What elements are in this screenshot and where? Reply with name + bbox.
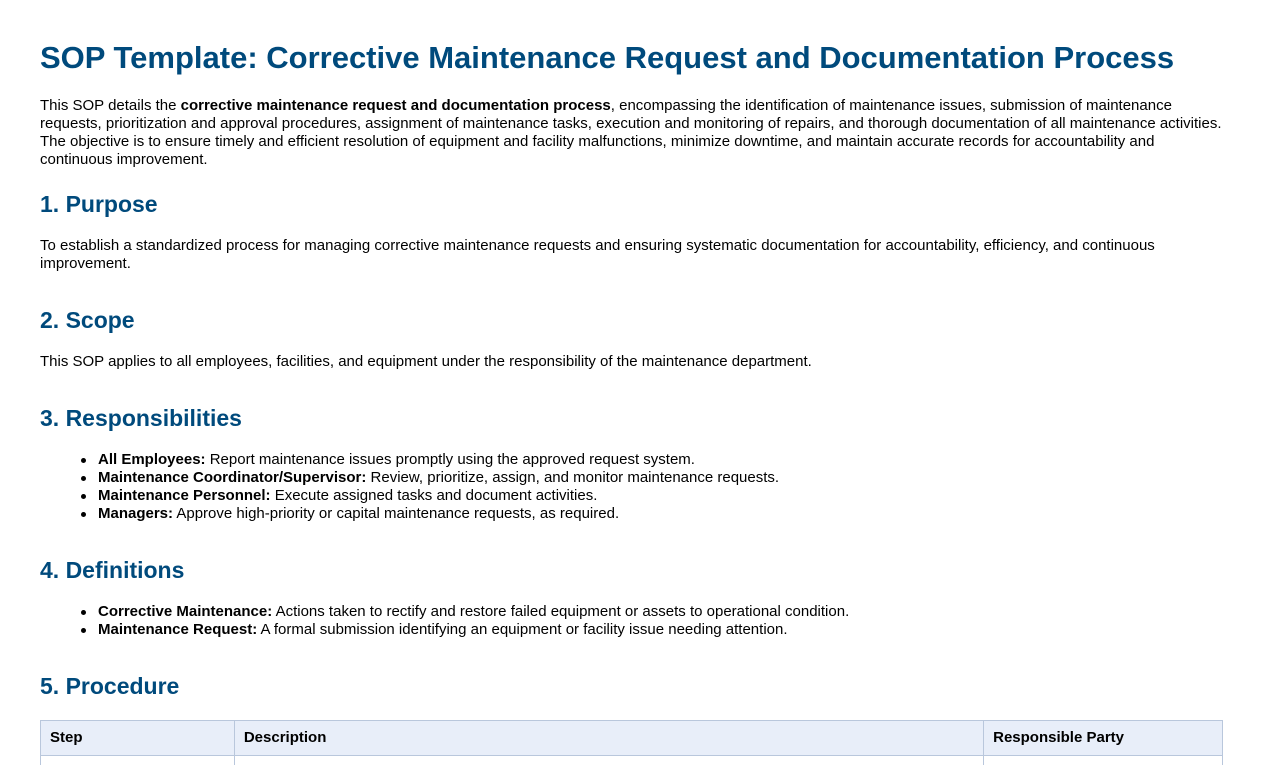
bullet-icon [81, 458, 86, 463]
list-item [98, 487, 779, 505]
list-item-text: A formal submission identifying an equipment or facility issue needing attention. [257, 621, 788, 638]
list-item-term: Maintenance Coordinator/Supervisor: [98, 469, 367, 486]
intro-suffix: , encompassing the identification of maintenance issues, submission of maintenance requests, prioritization and approval procedures, assignment of maintenance tasks, execution and monitoring of repairs, and thorough documentation of all maintenance activities. The objective is to ensure timely and efficient resolution of equipment and facility malfunctions, minimize downtime, and maintain accurate records for accountability and continuous improvement. [40, 97, 1222, 168]
table-cell [984, 756, 1223, 765]
column-header-responsible-party: Responsible Party [984, 721, 1223, 756]
procedure-table [40, 720, 1223, 765]
list-item-text: Actions taken to rectify and restore failed equipment or assets to operational condition. [272, 603, 850, 620]
procedure-heading: 5. Procedure [40, 673, 180, 699]
list-item-term: Corrective Maintenance: [98, 603, 273, 620]
list-item [98, 505, 779, 523]
bullet-icon [81, 494, 86, 499]
bullet-icon [81, 628, 86, 633]
scope-text: This SOP applies to all employees, facilities, and equipment under the responsibility of the maintenance department. [40, 353, 812, 370]
list-item-term: Managers: [98, 505, 174, 522]
list-item-term: All Employees: [98, 451, 206, 468]
scope-heading: 2. Scope [40, 307, 135, 333]
intro-prefix: This SOP details the [40, 97, 181, 114]
bullet-icon [81, 512, 86, 517]
table-cell [234, 756, 983, 765]
bullet-icon [81, 476, 86, 481]
bullet-icon [81, 610, 86, 615]
definitions-heading: 4. Definitions [40, 557, 185, 583]
list-item-text: Report maintenance issues promptly using the approved request system. [205, 451, 695, 468]
list-item [98, 621, 849, 639]
table-cell [41, 756, 235, 765]
list-item-text: Review, prioritize, assign, and monitor maintenance requests. [366, 469, 780, 486]
list-item-text: Execute assigned tasks and document activities. [270, 487, 598, 504]
intro-bold: corrective maintenance request and documentation process [180, 97, 611, 114]
intro-paragraph [40, 97, 1222, 169]
table-header-row [41, 721, 1223, 756]
list-item-text: Approve high-priority or capital maintenance requests, as required. [173, 505, 620, 522]
purpose-text: To establish a standardized process for managing corrective maintenance requests and ensuring systematic documentation for accountability, efficiency, and continuous improvement. [40, 237, 1155, 272]
purpose-heading: 1. Purpose [40, 191, 158, 217]
responsibilities-heading: 3. Responsibilities [40, 405, 242, 431]
page-title: SOP Template: Corrective Maintenance Request and Documentation Process [40, 40, 1175, 75]
list-item [98, 451, 779, 469]
table-row [41, 756, 1223, 765]
list-item [98, 469, 779, 487]
definitions-list [98, 603, 849, 639]
list-item-term: Maintenance Request: [98, 621, 258, 638]
column-header-step: Step [41, 721, 235, 756]
column-header-description: Description [234, 721, 983, 756]
list-item-term: Maintenance Personnel: [98, 487, 271, 504]
responsibilities-list [98, 451, 779, 523]
list-item [98, 603, 849, 621]
